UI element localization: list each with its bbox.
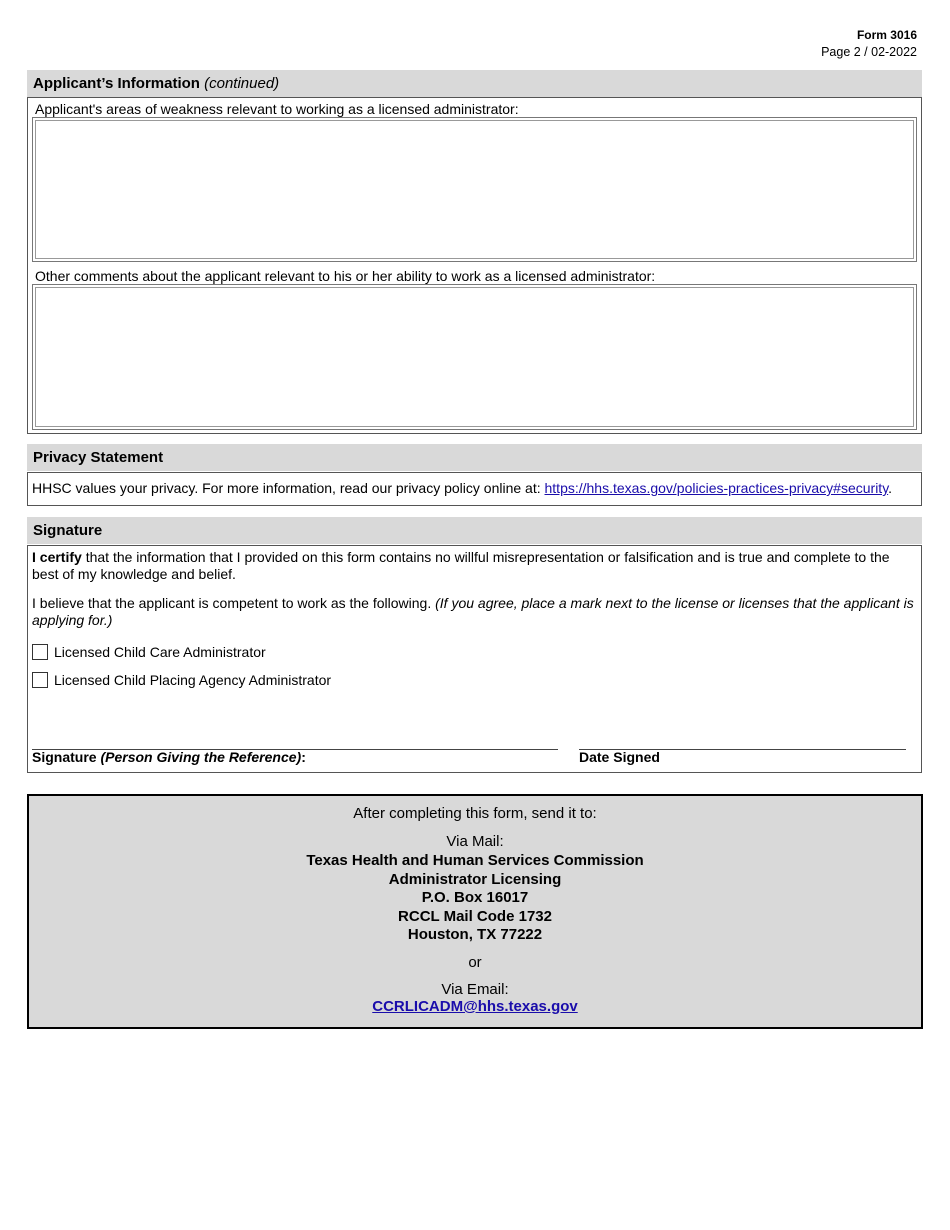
privacy-statement: HHSC values your privacy. For more information, read our privacy policy online at: xyxy=(32,480,545,496)
comments-field[interactable] xyxy=(32,284,917,430)
certify-bold: I certify xyxy=(32,549,82,565)
privacy-policy-link[interactable]: https://hhs.texas.gov/policies-practices-privacy#security xyxy=(544,480,889,496)
checkbox[interactable] xyxy=(32,672,48,688)
option-label: Licensed Child Care Administrator xyxy=(54,644,266,660)
option-child-care-admin[interactable] xyxy=(32,644,266,660)
applicant-info-title: Applicant’s Information xyxy=(33,75,200,92)
signature-label-end: : xyxy=(301,749,306,765)
address-line: P.O. Box 16017 xyxy=(421,889,529,907)
believe-instructions: (If you agree, place a mark next to the license or licenses that the applicant is applying for.) xyxy=(32,595,914,628)
applicant-info-header xyxy=(27,70,922,97)
weakness-label: Applicant's areas of weakness relevant to working as a licensed administrator: xyxy=(35,101,519,117)
certify-statement xyxy=(32,549,917,583)
send-intro: After completing this form, send it to: xyxy=(353,805,597,822)
comments-label: Other comments about the applicant relevant to his or her ability to work as a licensed administrator: xyxy=(35,268,656,284)
privacy-header xyxy=(27,444,922,471)
signature-label-text: Signature xyxy=(32,749,101,765)
form-identifier xyxy=(821,27,917,61)
page-number: Page 2 / 02-2022 xyxy=(821,45,917,59)
email-link[interactable]: CCRLICADM@hhs.texas.gov xyxy=(372,998,578,1015)
mailing-address xyxy=(29,852,921,945)
weakness-field[interactable] xyxy=(32,117,917,262)
signature-box xyxy=(27,545,922,773)
address-line: RCCL Mail Code 1732 xyxy=(398,907,552,925)
address-line: Texas Health and Human Services Commission xyxy=(306,852,644,869)
checkbox[interactable] xyxy=(32,644,48,660)
signature-header xyxy=(27,517,922,544)
via-email-label: Via Email: xyxy=(441,981,509,998)
submission-instructions xyxy=(27,794,923,1029)
date-signed-label: Date Signed xyxy=(579,749,660,765)
believe-text: I believe that the applicant is competent to work as the following. xyxy=(32,595,436,611)
privacy-text xyxy=(32,480,892,496)
email-block xyxy=(29,981,921,1015)
option-label: Licensed Child Placing Agency Administrator xyxy=(54,672,332,688)
signature-label xyxy=(32,749,306,765)
address-line: Administrator Licensing xyxy=(388,870,562,888)
privacy-title: Privacy Statement xyxy=(33,449,164,466)
applicant-info-box xyxy=(27,97,922,434)
certify-text: that the information that I provided on this form contains no willful misrepresentation or falsification and is true and complete to the best of my knowledge and belief. xyxy=(32,549,890,582)
privacy-box xyxy=(27,472,922,506)
mail-block xyxy=(29,833,921,945)
applicant-info-subtitle: (continued) xyxy=(204,75,280,92)
option-child-placing-admin[interactable] xyxy=(32,672,331,688)
form-number: Form 3016 xyxy=(856,28,917,42)
address-line: Houston, TX 77222 xyxy=(407,926,543,944)
believe-statement xyxy=(32,595,917,629)
privacy-end: . xyxy=(888,480,893,496)
signature-label-italic: (Person Giving the Reference) xyxy=(100,749,302,765)
via-mail-label: Via Mail: xyxy=(446,833,504,850)
signature-title: Signature xyxy=(33,522,103,539)
or-separator: or xyxy=(468,954,482,971)
